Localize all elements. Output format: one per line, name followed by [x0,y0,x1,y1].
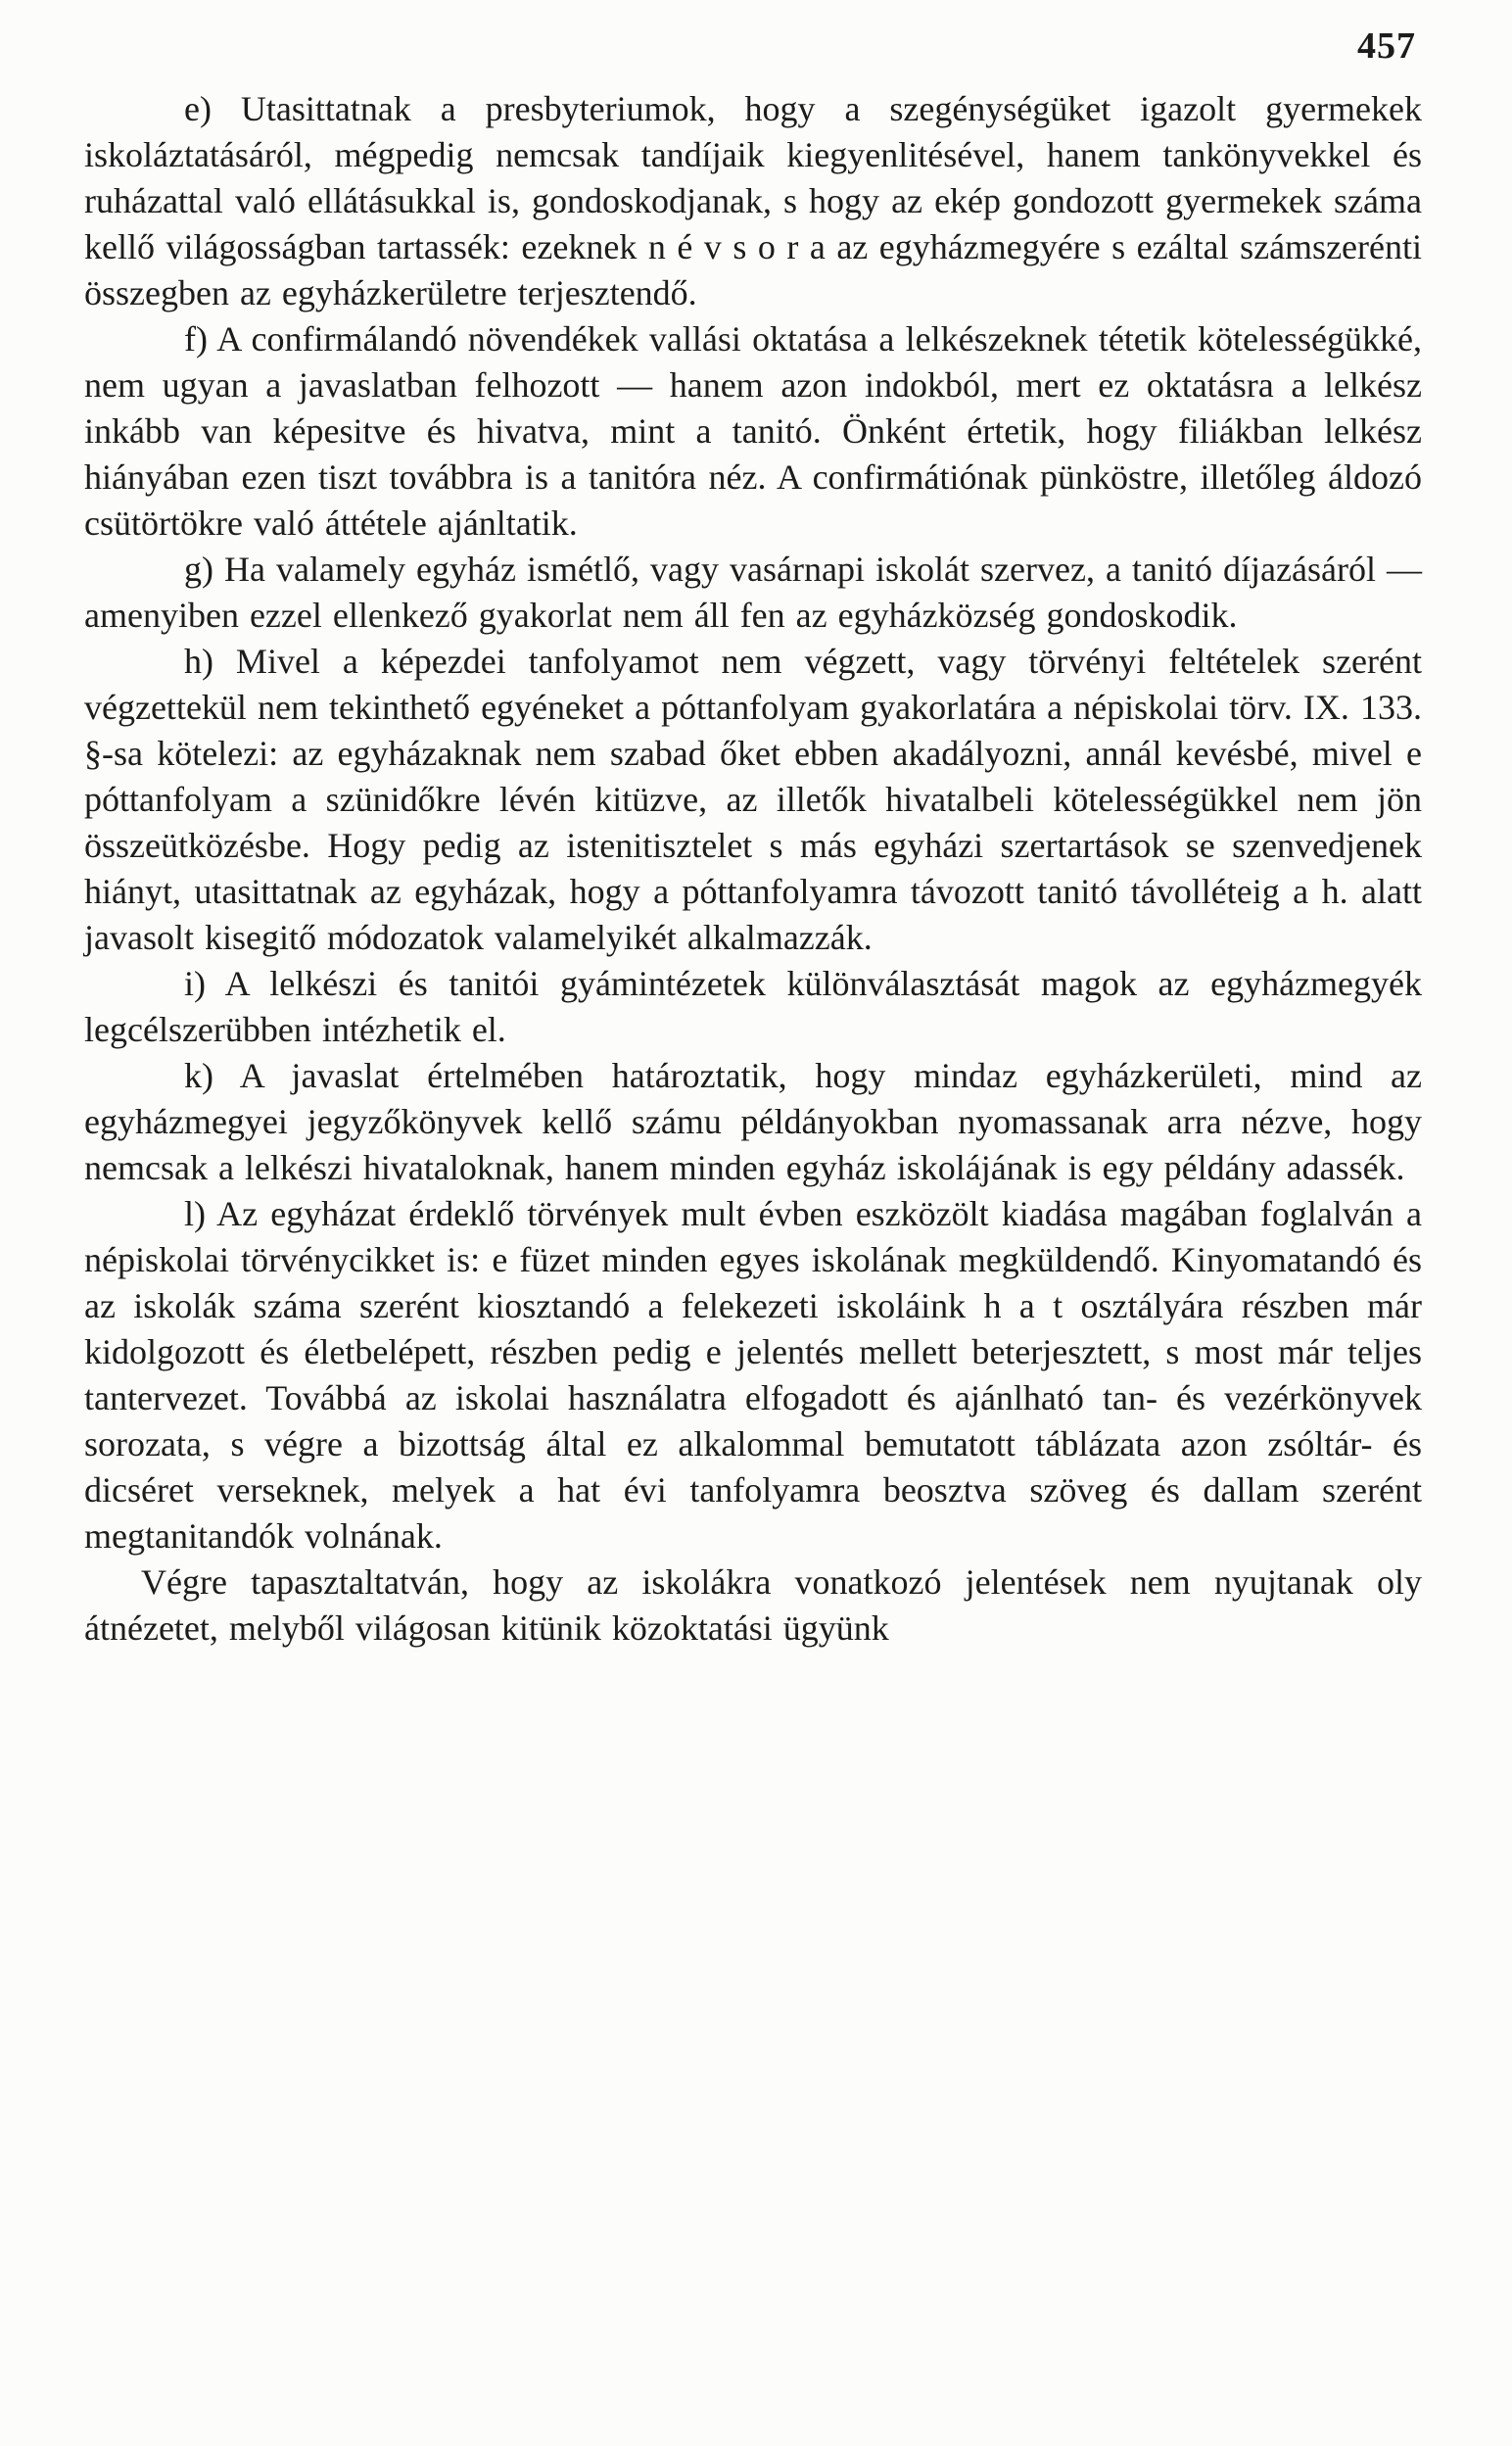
paragraph-f: f) A confirmálandó növendékek vallási oktatása a lelkészeknek tétetik kötelességükké, nem ugyan a javaslatban felhozott — hanem azon indokból, mert ez oktatásra a lelkész inkább van képesitve és hivatva, mint a tanitó. Önként értetik, hogy filiákban lelkész hiányában ezen tiszt továbbra is a tanitóra néz. A confirmátiónak pünköstre, illetőleg áldozó csütörtökre való áttétele ajánltatik. [84,319,1422,543]
paragraph-l: l) Az egyházat érdeklő törvények mult évben eszközölt kiadása magában foglalván a népiskolai törvénycikket is: e füzet minden egyes iskolának megküldendő. Kinyomatandó és az iskolák száma szerént kiosztandó a felekezeti iskoláink h a t osztályára részben már kidolgozott és életbelépett, részben pedig e jelentés mellett beterjesztett, s most már teljes tantervezet. Továbbá az iskolai használatra elfogadott és ajánlható tan- és vezérkönyvek sorozata, s végre a bizottság által ez alkalommal bemutatott táblázata azon zsóltár- és dicséret verseknek, melyek a hat évi tanfolyamra beosztva szöveg és dallam szerént megtanitandók volnának. [84,1194,1422,1556]
paragraph-g: g) Ha valamely egyház ismétlő, vagy vasárnapi iskolát szervez, a tanitó díjazásáról — amenyiben ezzel ellenkező gyakorlat nem áll fen az egyházközség gondoskodik. [84,550,1422,635]
paragraph-closing: Végre tapasztaltatván, hogy az iskolákra vonatkozó jelentések nem nyujtanak oly átnézetet, melyből világosan kitünik közoktatási ügyünk [84,1562,1422,1648]
paragraph-k: k) A javaslat értelmében határoztatik, hogy mindaz egyházkerületi, mind az egyházmegyei jegyzőkönyvek kellő számu példányokban nyomassanak arra nézve, hogy nemcsak a lelkészi hivataloknak, hanem minden egyház iskolájának is egy példány adassék. [84,1056,1422,1187]
paragraph-h: h) Mivel a képezdei tanfolyamot nem végzett, vagy törvényi feltételek szerént végzettekül nem tekinthető egyéneket a póttanfolyam gyakorlatára a népiskolai törv. IX. 133. §-sa kötelezi: az egyházaknak nem szabad őket ebben akadályozni, annál kevésbé, mivel e póttanfolyam a szünidőkre lévén kitüzve, az illetők hivatalbeli kötelességükkel nem jön összeütközésbe. Hogy pedig az istenitisztelet s más egyházi szertartások se szenvedjenek hiányt, utasittatnak az egyházak, hogy a póttanfolyamra távozott tanitó távolléteig a h. alatt javasolt kisegitő módozatok valamelyikét alkalmazzák. [84,642,1422,957]
page-body [84,86,1422,1652]
paragraph-i: i) A lelkészi és tanitói gyámintézetek különválasztását magok az egyházmegyék legcélszerübben intézhetik el. [84,964,1422,1049]
paragraph-e: e) Utasittatnak a presbyteriumok, hogy a szegénységüket igazolt gyermekek iskoláztatásáról, mégpedig nemcsak tandíjaik kiegyenlitésével, hanem tankönyvekkel és ruházattal való ellátásukkal is, gondoskodjanak, s hogy az ekép gondozott gyermekek száma kellő világosságban tartassék: ezeknek n é v s o r a az egyházmegyére s ezáltal számszerénti összegben az egyházkerületre terjesztendő. [84,89,1422,312]
page-number: 457 [1357,25,1416,67]
